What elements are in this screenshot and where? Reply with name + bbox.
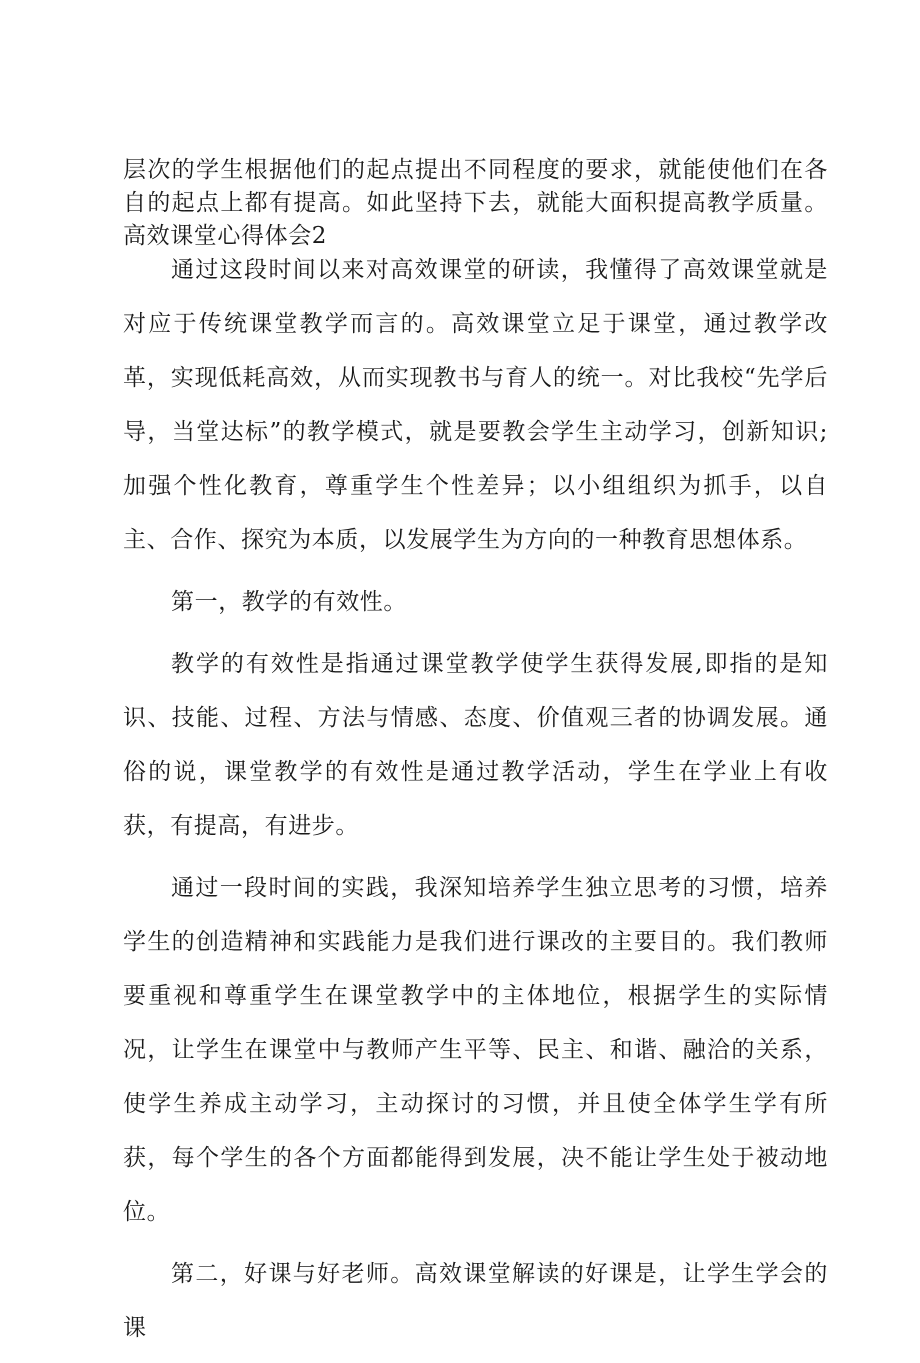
section-heading: 高效课堂心得体会2 [123, 223, 328, 249]
paragraph-first-point-heading: 第一，教学的有效性。 [171, 589, 407, 615]
paragraph-second-point: 第二，好课与好老师。高效课堂解读的好课是，让学生学会的课 [123, 1261, 828, 1341]
paragraph-teaching-effectiveness: 教学的有效性是指通过课堂教学使学生获得发展,即指的是知识、技能、过程、方法与情感、态度、价值观三者的协调发展。通俗的说，课堂教学的有效性是通过教学活动，学生在学业上有收获，有提高，有进步。 [123, 651, 828, 839]
document-body [123, 243, 828, 1363]
intro-text: 层次的学生根据他们的起点提出不同程度的要求，就能使他们在各自的起点上都有提高。如此坚持下去，就能大面积提高教学质量。 [123, 157, 828, 216]
intro-paragraph [123, 154, 828, 253]
paragraph-intro-reflection: 通过这段时间以来对高效课堂的研读，我懂得了高效课堂就是对应于传统课堂教学而言的。高效课堂立足于课堂，通过教学改革，实现低耗高效，从而实现教书与育人的统一。对比我校“先学后导，当堂达标”的教学模式，就是要教会学生主动学习，创新知识;加强个性化教育，尊重学生个性差异；以小组组织为抓手，以自主、合作、探究为本质，以发展学生为方向的一种教育思想体系。 [123, 257, 828, 553]
paragraph-practice-reflection: 通过一段时间的实践，我深知培养学生独立思考的习惯，培养学生的创造精神和实践能力是我们进行课改的主要目的。我们教师要重视和尊重学生在课堂教学中的主体地位，根据学生的实际情况，让学生在课堂中与教师产生平等、民主、和谐、融洽的关系，使学生养成主动学习，主动探讨的习惯，并且使全体学生学有所获，每个学生的各个方面都能得到发展，决不能让学生处于被动地位。 [123, 875, 828, 1225]
